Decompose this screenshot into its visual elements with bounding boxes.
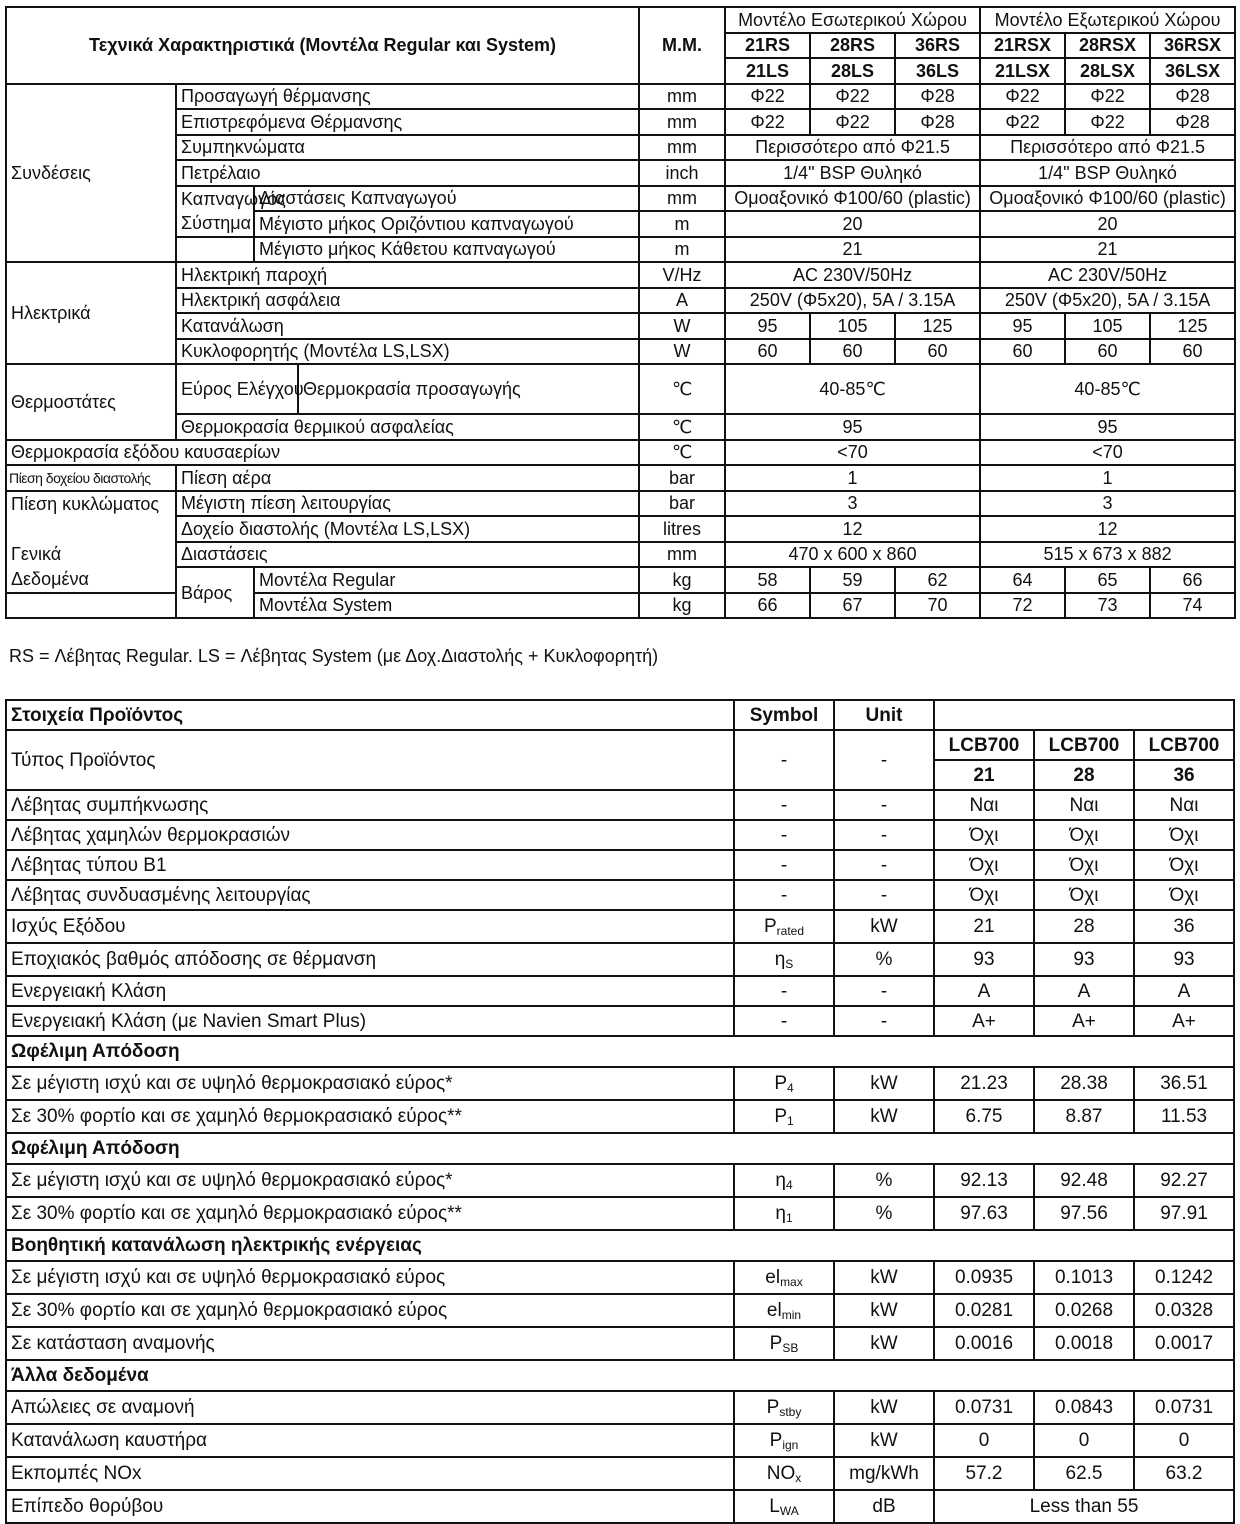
cell-value: 36 xyxy=(1134,910,1234,943)
unit-header: Μ.Μ. xyxy=(639,7,725,84)
cell-value-merged: Less than 55 xyxy=(934,1490,1234,1523)
model-name: LCB700 xyxy=(1034,730,1134,760)
row-unit: kg xyxy=(639,567,725,593)
cell-value: Φ28 xyxy=(895,109,980,135)
cell-value: A+ xyxy=(934,1006,1034,1036)
cell-value: 125 xyxy=(1150,313,1235,339)
row-symbol: $el_{min}$ xyxy=(734,1294,834,1327)
table-row xyxy=(6,880,1234,910)
cell-value: Όχι xyxy=(1034,880,1134,910)
cell-value: A+ xyxy=(1034,1006,1134,1036)
row-unit: kW xyxy=(834,1067,934,1100)
row-label: Θερμοκρασία εξόδου καυσαερίων xyxy=(6,440,639,466)
indoor-group-header: Μοντέλο Εσωτερικού Χώρου xyxy=(725,7,980,33)
cell-value: 97.63 xyxy=(934,1197,1034,1230)
cell-value-indoor: 21 xyxy=(725,237,980,263)
section-heading: Άλλα δεδομένα xyxy=(6,1360,1234,1391)
product-type-unit: - xyxy=(834,730,934,790)
cell-value-indoor: 40-85℃ xyxy=(725,364,980,414)
cell-value: 0.0016 xyxy=(934,1327,1034,1360)
cell-value: 72 xyxy=(980,593,1065,619)
table-row xyxy=(6,790,1234,820)
section-heading: Βοηθητική κατανάλωση ηλεκτρικής ενέργειας xyxy=(6,1230,1234,1261)
cell-value: 105 xyxy=(1065,313,1150,339)
cell-value-outdoor: AC 230V/50Hz xyxy=(980,262,1235,288)
row-unit: kW xyxy=(834,1294,934,1327)
row-unit: kW xyxy=(834,1100,934,1133)
model-header: 36RS xyxy=(895,33,980,59)
cell-value-indoor: 250V (Φ5x20), 5A / 3.15A xyxy=(725,288,980,314)
cell-value: 73 xyxy=(1065,593,1150,619)
cell-value-indoor: 1 xyxy=(725,465,980,491)
row-symbol: $P_{ign}$ xyxy=(734,1424,834,1457)
row-label: Ηλεκτρική ασφάλεια xyxy=(176,288,639,314)
subcategory-weight: Βάρος xyxy=(176,567,254,618)
row-unit: A xyxy=(639,288,725,314)
row-symbol: - xyxy=(734,850,834,880)
row-symbol: $NO_x$ xyxy=(734,1457,834,1490)
cell-value: 6.75 xyxy=(934,1100,1034,1133)
row-label: Σε 30% φορτίο και σε χαμηλό θερμοκρασιακό εύρος** xyxy=(6,1100,734,1133)
cell-value: 60 xyxy=(725,339,810,365)
cell-value: 97.56 xyxy=(1034,1197,1134,1230)
model-header: 28LSX xyxy=(1065,58,1150,84)
cell-value: 60 xyxy=(1150,339,1235,365)
cell-value: 67 xyxy=(810,593,895,619)
product-data-table xyxy=(5,699,1235,1524)
row-symbol: - xyxy=(734,1006,834,1036)
cell-value: 105 xyxy=(810,313,895,339)
cell-value-outdoor: Περισσότερο από Φ21.5 xyxy=(980,135,1235,161)
model-size: 36 xyxy=(1134,760,1234,790)
cell-value: Όχι xyxy=(1134,850,1234,880)
cell-value-outdoor: 40-85℃ xyxy=(980,364,1235,414)
row-label: Ενεργειακή Κλάση (με Navien Smart Plus) xyxy=(6,1006,734,1036)
row-label: Εποχιακός βαθμός απόδοσης σε θέρμανση xyxy=(6,943,734,976)
row-unit: mm xyxy=(639,84,725,110)
row-symbol: $P_{stby}$ xyxy=(734,1391,834,1424)
row-label: Επίπεδο θορύβου xyxy=(6,1490,734,1523)
cell-value: 28 xyxy=(1034,910,1134,943)
row-label: Προσαγωγή θέρμανσης xyxy=(176,84,639,110)
row-unit: kW xyxy=(834,1424,934,1457)
row-unit: ℃ xyxy=(639,414,725,440)
model-header: 21RS xyxy=(725,33,810,59)
row-unit: kg xyxy=(639,593,725,619)
cell-value-indoor: Περισσότερο από Φ21.5 xyxy=(725,135,980,161)
row-unit: - xyxy=(834,976,934,1006)
row-unit: kW xyxy=(834,1327,934,1360)
category-circuit-pressure: Πίεση κυκλώματος xyxy=(6,491,176,517)
row-label: Μέγιστο μήκος Οριζόντιου καπναγωγού xyxy=(254,211,639,237)
cell-value: 0.0018 xyxy=(1034,1327,1134,1360)
cell-value: 63.2 xyxy=(1134,1457,1234,1490)
cell-value-indoor: 95 xyxy=(725,414,980,440)
row-unit: mm xyxy=(639,109,725,135)
row-label: Σε κατάσταση αναμονής xyxy=(6,1327,734,1360)
row-label: Θερμοκρασία θερμικού ασφαλείας xyxy=(176,414,639,440)
cell-value-indoor: <70 xyxy=(725,440,980,466)
row-label: Επιστρεφόμενα Θέρμανσης xyxy=(176,109,639,135)
row-symbol: $\eta_4$ xyxy=(734,1164,834,1197)
row-unit: % xyxy=(834,1164,934,1197)
empty-cell xyxy=(6,516,176,542)
table-row xyxy=(6,850,1234,880)
row-symbol: - xyxy=(734,820,834,850)
cell-value-outdoor: 95 xyxy=(980,414,1235,440)
cell-value: 95 xyxy=(980,313,1065,339)
cell-value: 0 xyxy=(934,1424,1034,1457)
row-symbol: $P_{SB}$ xyxy=(734,1327,834,1360)
row-label: Απώλειες σε αναμονή xyxy=(6,1391,734,1424)
model-legend-note: RS = Λέβητας Regular. LS = Λέβητας System (με Δοχ.Διαστολής + Κυκλοφορητή) xyxy=(9,646,659,666)
model-header: 21RSX xyxy=(980,33,1065,59)
subcategory-control-range: Εύρος Ελέγχου xyxy=(176,364,298,414)
cell-value: 57.2 xyxy=(934,1457,1034,1490)
cell-value-indoor: 12 xyxy=(725,516,980,542)
cell-value: Φ22 xyxy=(980,109,1065,135)
cell-value-outdoor: 3 xyxy=(980,491,1235,517)
row-label: Λέβητας τύπου Β1 xyxy=(6,850,734,880)
row-label: Συμπηκνώματα xyxy=(176,135,639,161)
row-label: Σε μέγιστη ισχύ και σε υψηλό θερμοκρασιακό εύρος* xyxy=(6,1067,734,1100)
cell-value: 92.13 xyxy=(934,1164,1034,1197)
row-symbol: $L_{WA}$ xyxy=(734,1490,834,1523)
row-unit: bar xyxy=(639,491,725,517)
cell-value: 21 xyxy=(934,910,1034,943)
cell-value: 92.27 xyxy=(1134,1164,1234,1197)
cell-value: 66 xyxy=(725,593,810,619)
empty-cell xyxy=(6,593,176,619)
model-header: 36LSX xyxy=(1150,58,1235,84)
row-unit: W xyxy=(639,313,725,339)
cell-value: Φ22 xyxy=(1065,109,1150,135)
table-row xyxy=(6,820,1234,850)
cell-value: 60 xyxy=(810,339,895,365)
row-label: Λέβητας χαμηλών θερμοκρασιών xyxy=(6,820,734,850)
cell-value: Όχι xyxy=(1134,880,1234,910)
section-heading: Ωφέλιμη Απόδοση xyxy=(6,1133,1234,1164)
cell-value: 97.91 xyxy=(1134,1197,1234,1230)
cell-value: Ναι xyxy=(1134,790,1234,820)
model-header: 28RSX xyxy=(1065,33,1150,59)
row-symbol: $P_1$ xyxy=(734,1100,834,1133)
cell-value: Φ28 xyxy=(1150,84,1235,110)
cell-value: A xyxy=(934,976,1034,1006)
row-label: Κυκλοφορητής (Μοντέλα LS,LSX) xyxy=(176,339,639,365)
category-thermostats: Θερμοστάτες xyxy=(6,364,176,440)
row-symbol: $P_{rated}$ xyxy=(734,910,834,943)
row-label: Μοντέλα System xyxy=(254,593,639,619)
row-label: Σε μέγιστη ισχύ και σε υψηλό θερμοκρασιακό εύρος* xyxy=(6,1164,734,1197)
cell-value: 0.0731 xyxy=(934,1391,1034,1424)
cell-value: 28.38 xyxy=(1034,1067,1134,1100)
row-unit: mm xyxy=(639,542,725,568)
row-unit: bar xyxy=(639,465,725,491)
category-data: Δεδομένα xyxy=(6,567,176,593)
model-header: 28RS xyxy=(810,33,895,59)
row-label: Διαστάσεις xyxy=(176,542,639,568)
row-label: Ισχύς Εξόδου xyxy=(6,910,734,943)
cell-value: Όχι xyxy=(1034,850,1134,880)
cell-value: 66 xyxy=(1150,567,1235,593)
cell-value-outdoor: 250V (Φ5x20), 5A / 3.15A xyxy=(980,288,1235,314)
cell-value: Ναι xyxy=(934,790,1034,820)
row-label: Ηλεκτρική παροχή xyxy=(176,262,639,288)
cell-value-indoor: 470 x 600 x 860 xyxy=(725,542,980,568)
cell-value: Φ28 xyxy=(1150,109,1235,135)
row-unit: ℃ xyxy=(639,364,725,414)
row-unit: kW xyxy=(834,1391,934,1424)
row-label: Λέβητας συμπήκνωσης xyxy=(6,790,734,820)
cell-value-outdoor: 1/4" BSP Θυληκό xyxy=(980,160,1235,186)
cell-value: 60 xyxy=(895,339,980,365)
cell-value: Όχι xyxy=(1034,820,1134,850)
cell-value: 0 xyxy=(1134,1424,1234,1457)
cell-value: Φ22 xyxy=(725,109,810,135)
row-unit: mg/kWh xyxy=(834,1457,934,1490)
subcategory-system: Σύστημα xyxy=(176,211,254,237)
row-label: Πίεση αέρα xyxy=(176,465,639,491)
specs-title: Τεχνικά Χαρακτηριστικά (Μοντέλα Regular και System) xyxy=(6,7,639,84)
cell-value: 0.0935 xyxy=(934,1261,1034,1294)
cell-value: Όχι xyxy=(1134,820,1234,850)
technical-specs-table xyxy=(5,6,1236,619)
category-connections: Συνδέσεις xyxy=(6,84,176,263)
cell-value: 95 xyxy=(725,313,810,339)
cell-value: 62 xyxy=(895,567,980,593)
cell-value: 125 xyxy=(895,313,980,339)
cell-value-indoor: Ομοαξονικό Φ100/60 (plastic) xyxy=(725,186,980,212)
product-type-label: Τύπος Προϊόντος xyxy=(6,730,734,790)
row-label: Μέγιστη πίεση λειτουργίας xyxy=(176,491,639,517)
cell-value-outdoor: 21 xyxy=(980,237,1235,263)
cell-value: 0 xyxy=(1034,1424,1134,1457)
row-label: Κατανάλωση καυστήρα xyxy=(6,1424,734,1457)
cell-value: 92.48 xyxy=(1034,1164,1134,1197)
section-heading: Ωφέλιμη Απόδοση xyxy=(6,1036,1234,1067)
row-symbol: - xyxy=(734,976,834,1006)
symbol-header: Symbol xyxy=(734,700,834,730)
row-label: Λέβητας συνδυασμένης λειτουργίας xyxy=(6,880,734,910)
product-type-symbol: - xyxy=(734,730,834,790)
cell-value: Φ22 xyxy=(725,84,810,110)
cell-value: Φ28 xyxy=(895,84,980,110)
row-label: Σε μέγιστη ισχύ και σε υψηλό θερμοκρασιακό εύρος xyxy=(6,1261,734,1294)
cell-value-outdoor: 1 xyxy=(980,465,1235,491)
model-size: 21 xyxy=(934,760,1034,790)
row-label: Δοχείο διαστολής (Μοντέλα LS,LSX) xyxy=(176,516,639,542)
cell-value: 21.23 xyxy=(934,1067,1034,1100)
category-general: Γενικά xyxy=(6,542,176,568)
row-unit: mm xyxy=(639,186,725,212)
cell-value: 93 xyxy=(934,943,1034,976)
cell-value: Φ22 xyxy=(810,84,895,110)
row-symbol: $el_{max}$ xyxy=(734,1261,834,1294)
row-unit: - xyxy=(834,880,934,910)
cell-value: 64 xyxy=(980,567,1065,593)
cell-value: Φ22 xyxy=(810,109,895,135)
cell-value: Φ22 xyxy=(1065,84,1150,110)
cell-value-indoor: 1/4" BSP Θυληκό xyxy=(725,160,980,186)
cell-value: 60 xyxy=(980,339,1065,365)
cell-value: 0.0281 xyxy=(934,1294,1034,1327)
row-symbol: - xyxy=(734,880,834,910)
model-name: LCB700 xyxy=(1134,730,1234,760)
cell-value: Όχι xyxy=(934,850,1034,880)
row-symbol: $P_4$ xyxy=(734,1067,834,1100)
model-header: 28LS xyxy=(810,58,895,84)
category-expansion-pressure: Πίεση δοχείου διαστολής xyxy=(6,465,176,491)
row-unit: - xyxy=(834,1006,934,1036)
row-label: Πετρέλαιο xyxy=(176,160,639,186)
row-unit: m xyxy=(639,237,725,263)
cell-value-outdoor: 12 xyxy=(980,516,1235,542)
cell-value: A xyxy=(1134,976,1234,1006)
cell-value: A+ xyxy=(1134,1006,1234,1036)
row-unit: - xyxy=(834,850,934,880)
cell-value: Όχι xyxy=(934,880,1034,910)
cell-value: 0.0017 xyxy=(1134,1327,1234,1360)
cell-value: Όχι xyxy=(934,820,1034,850)
cell-value: 58 xyxy=(725,567,810,593)
row-label: Θερμοκρασία προσαγωγής xyxy=(298,364,639,414)
row-label: Σε 30% φορτίο και σε χαμηλό θερμοκρασιακό εύρος xyxy=(6,1294,734,1327)
cell-value: 70 xyxy=(895,593,980,619)
model-name: LCB700 xyxy=(934,730,1034,760)
model-header: 21LSX xyxy=(980,58,1065,84)
cell-value-outdoor: <70 xyxy=(980,440,1235,466)
cell-value: 36.51 xyxy=(1134,1067,1234,1100)
cell-value: 93 xyxy=(1034,943,1134,976)
cell-value-outdoor: 515 x 673 x 882 xyxy=(980,542,1235,568)
row-unit: dB xyxy=(834,1490,934,1523)
cell-value: 59 xyxy=(810,567,895,593)
unit-header: Unit xyxy=(834,700,934,730)
row-unit: - xyxy=(834,790,934,820)
model-header: 36LS xyxy=(895,58,980,84)
model-size: 28 xyxy=(1034,760,1134,790)
row-label: Σε 30% φορτίο και σε χαμηλό θερμοκρασιακό εύρος** xyxy=(6,1197,734,1230)
cell-value: 62.5 xyxy=(1034,1457,1134,1490)
cell-value: 0.1013 xyxy=(1034,1261,1134,1294)
subcategory-flue: Καπναγωγός xyxy=(176,186,254,212)
model-header: 21LS xyxy=(725,58,810,84)
cell-value: Ναι xyxy=(1034,790,1134,820)
row-symbol: $\eta_S$ xyxy=(734,943,834,976)
cell-value: 0.0328 xyxy=(1134,1294,1234,1327)
row-unit: % xyxy=(834,1197,934,1230)
cell-value: 60 xyxy=(1065,339,1150,365)
cell-value: 93 xyxy=(1134,943,1234,976)
row-unit: V/Hz xyxy=(639,262,725,288)
row-label: Διαστάσεις Καπναγωγού xyxy=(254,186,639,212)
cell-value: 8.87 xyxy=(1034,1100,1134,1133)
cell-value-outdoor: 20 xyxy=(980,211,1235,237)
row-unit: - xyxy=(834,820,934,850)
cell-value-indoor: 3 xyxy=(725,491,980,517)
empty-cell xyxy=(176,237,254,263)
cell-value-indoor: AC 230V/50Hz xyxy=(725,262,980,288)
cell-value: Φ22 xyxy=(980,84,1065,110)
cell-value: 11.53 xyxy=(1134,1100,1234,1133)
row-unit: kW xyxy=(834,1261,934,1294)
row-label: Κατανάλωση xyxy=(176,313,639,339)
empty-header xyxy=(934,700,1234,730)
row-unit: mm xyxy=(639,135,725,161)
row-label: Ενεργειακή Κλάση xyxy=(6,976,734,1006)
row-unit: ℃ xyxy=(639,440,725,466)
row-unit: inch xyxy=(639,160,725,186)
category-electrical: Ηλεκτρικά xyxy=(6,262,176,364)
product-header-label: Στοιχεία Προϊόντος xyxy=(6,700,734,730)
row-unit: % xyxy=(834,943,934,976)
cell-value: A xyxy=(1034,976,1134,1006)
row-symbol: $\eta_1$ xyxy=(734,1197,834,1230)
row-label: Μέγιστο μήκος Κάθετου καπναγωγού xyxy=(254,237,639,263)
cell-value-outdoor: Ομοαξονικό Φ100/60 (plastic) xyxy=(980,186,1235,212)
cell-value: 65 xyxy=(1065,567,1150,593)
row-unit: litres xyxy=(639,516,725,542)
row-unit: m xyxy=(639,211,725,237)
row-label: Μοντέλα Regular xyxy=(254,567,639,593)
row-unit: kW xyxy=(834,910,934,943)
row-label: Εκπομπές NOx xyxy=(6,1457,734,1490)
cell-value: 0.1242 xyxy=(1134,1261,1234,1294)
model-header: 36RSX xyxy=(1150,33,1235,59)
outdoor-group-header: Μοντέλο Εξωτερικού Χώρου xyxy=(980,7,1235,33)
cell-value-indoor: 20 xyxy=(725,211,980,237)
cell-value: 74 xyxy=(1150,593,1235,619)
row-symbol: - xyxy=(734,790,834,820)
cell-value: 0.0268 xyxy=(1034,1294,1134,1327)
row-unit: W xyxy=(639,339,725,365)
cell-value: 0.0731 xyxy=(1134,1391,1234,1424)
cell-value: 0.0843 xyxy=(1034,1391,1134,1424)
